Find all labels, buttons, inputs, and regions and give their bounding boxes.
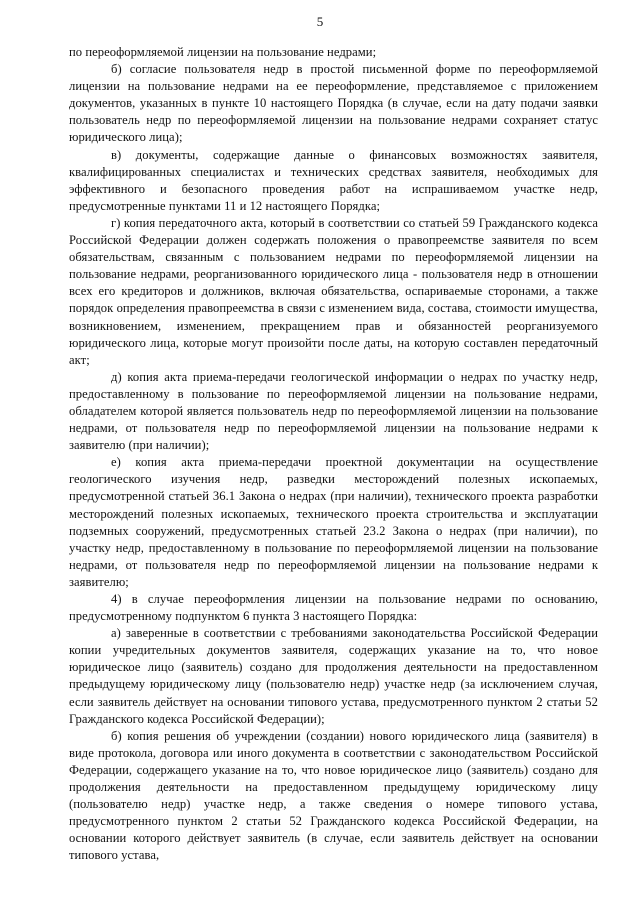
paragraph-item-4-reissue-case: 4) в случае переоформления лицензии на пользование недрами по основанию, предусмотренному подпунктом 6 пункта 3 настоящего Порядка: xyxy=(69,592,598,624)
page-number: 5 xyxy=(316,14,324,29)
document-body xyxy=(69,44,598,865)
paragraph-item-v-financial-documents: в) документы, содержащие данные о финансовых возможностях заявителя, квалифицированных специалистах и технических средствах заявителя, необходимых для эффективного и безопасного проведения работ на испрашиваемом участке недр, предусмотренные пунктами 11 и 12 настоящего Порядка; xyxy=(69,147,598,213)
paragraph-item-a-founding-documents: а) заверенные в соответствии с требованиями законодательства Российской Федерации копии учредительных документов заявителя, содержащих указание на то, что новое юридическое лицо (заявитель) создано для продолжения деятельности на предоставленном предыдущему юридическому лицу (пользователю недр) участке недр (за исключением случая, если заявитель действует на основании типового устава, предусмотренного пунктом 2 статьи 52 Гражданского кодекса Российской Федерации); xyxy=(69,626,598,726)
paragraph-item-g-transfer-act: г) копия передаточного акта, который в соответствии со статьей 59 Гражданского кодекса Российской Федерации должен содержать положения о правопреемстве заявителя по всем обязательствам, связанным с пользованием недрами по переоформляемой лицензии на пользование недрами, реорганизованного юридического лица - пользователя недр в отношении всех его кредиторов и должников, включая обязательства, оспариваемые сторонами, а также порядок определения правопреемства в связи с изменением вида, состава, стоимости имущества, возникновением, изменением, прекращением прав и обязанностей реорганизуемого юридического лица, которые могут произойти после даты, на которую составлен передаточный акт; xyxy=(69,215,598,367)
paragraph-item-e-project-documentation-act: е) копия акта приема-передачи проектной документации на осуществление геологического изучения недр, разведки месторождений полезных ископаемых, предусмотренной статьей 36.1 Закона о недрах (при наличии), технического проекта разработки месторождений полезных ископаемых, технического проекта строительства и эксплуатации подземных сооружений, предусмотренных статьей 23.2 Закона о недрах (при наличии), по участку недр, предоставленному в пользование по переоформляемой лицензии на пользование недрами, от пользователя недр по переоформляемой лицензии на пользование недрами к заявителю; xyxy=(69,455,598,589)
paragraph-continuation: по переоформляемой лицензии на пользование недрами; xyxy=(69,45,377,59)
paragraph-item-b-establishment-decision: б) копия решения об учреждении (создании) нового юридического лица (заявителя) в виде протокола, договора или иного документа в соответствии с законодательством Российской Федерации, содержащего указание на то, что новое юридическое лицо (заявитель) создано для продолжения деятельности на предоставленном предыдущему юридическому лицу (пользователю недр) участке недр, а также сведения о номере типового устава, предусмотренного пунктом 2 статьи 52 Гражданского кодекса Российской Федерации, на основании которого действует заявитель (в случае, если заявитель действует на основании типового устава, xyxy=(69,728,598,863)
paragraph-item-b-consent: б) согласие пользователя недр в простой письменной форме по переоформляемой лицензии на пользование недрами на ее переоформление, представляемое с приложением документов, указанных в пункте 10 настоящего Порядка (в случае, если на дату подачи заявки пользователь недр по переоформляемой лицензии на пользование недрами сохраняет статус юридического лица); xyxy=(69,62,598,145)
paragraph-item-d-geological-info-act: д) копия акта приема-передачи геологической информации о недрах по участку недр, предоставленному в пользование по переоформляемой лицензии на пользование недрами, обладателем которой является пользователь недр по переоформляемой лицензии на пользование недрами, от пользователя недр по переоформляемой лицензии на пользование недрами к заявителю (при наличии); xyxy=(69,369,598,453)
